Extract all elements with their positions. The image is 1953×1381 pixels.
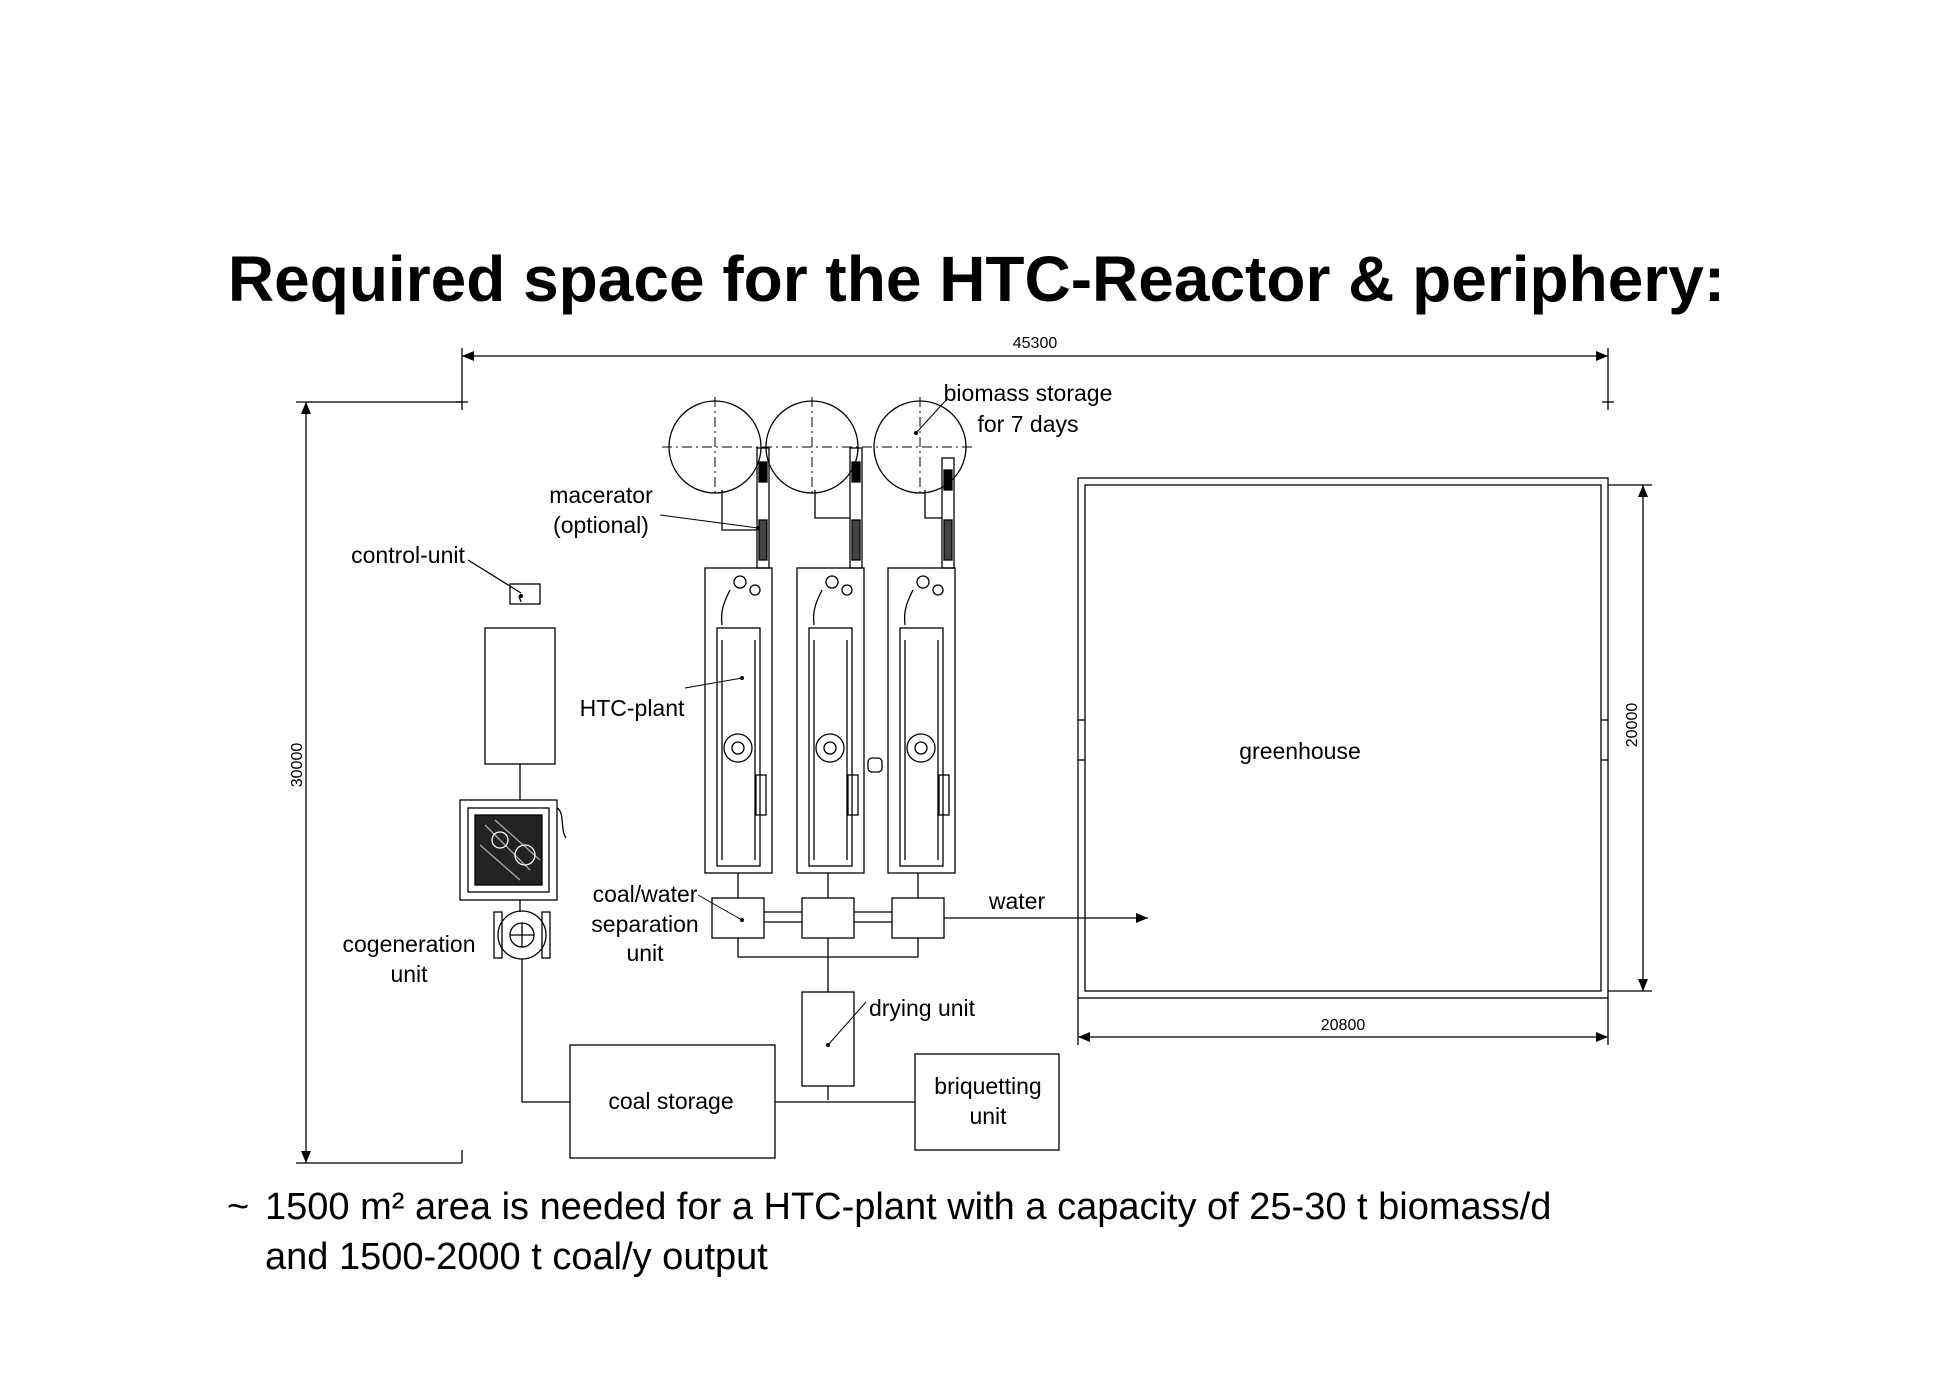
- macerator-label-line2: (optional): [553, 512, 649, 538]
- total-width-value: 45300: [1012, 335, 1058, 352]
- htc-plant-2: [797, 568, 864, 873]
- cogeneration-label: cogeneration: [342, 931, 476, 957]
- slide-title: Required space for the HTC-Reactor & periphery:: [227, 243, 1726, 315]
- coal-storage-label: coal storage: [608, 1088, 734, 1114]
- coal-water-separation-label-line2: separation: [591, 911, 699, 937]
- control-unit-label: control-unit: [351, 542, 465, 568]
- footnote-marker: ~: [227, 1186, 250, 1228]
- greenhouse-label: greenhouse: [1239, 738, 1361, 764]
- macerator-label: macerator: [549, 482, 653, 508]
- cogeneration-tank: [485, 628, 555, 764]
- htc-plant-1: [705, 568, 772, 873]
- htc-plant-3: [888, 568, 955, 873]
- total-height-value: 30000: [289, 742, 306, 788]
- macerators: [722, 448, 954, 568]
- htc-plants: [705, 568, 955, 873]
- drying-unit-box: [802, 992, 854, 1086]
- separation-unit-3: [892, 898, 944, 938]
- htc-plant-label: HTC-plant: [579, 695, 685, 721]
- drying-unit-label: drying unit: [868, 995, 976, 1021]
- briquetting-unit-box: [915, 1054, 1059, 1150]
- briquetting-unit-label-line2: unit: [969, 1103, 1007, 1129]
- separation-unit-2: [802, 898, 854, 938]
- coal-water-separation-label-line3: unit: [626, 940, 664, 966]
- control-unit: [468, 560, 540, 604]
- footnote-line-1: 1500 m² area is needed for a HTC-plant with a capacity of 25-30 t biomass/d: [265, 1186, 1552, 1228]
- biomass-storage-label: biomass storage: [943, 380, 1113, 406]
- briquetting-unit-label: briquetting: [934, 1073, 1042, 1099]
- footnote-line-2: and 1500-2000 t coal/y output: [265, 1236, 768, 1278]
- greenhouse-height-value: 20000: [1624, 702, 1641, 748]
- cogeneration-unit: [460, 628, 566, 974]
- coal-processing-units: [522, 974, 1059, 1158]
- water-label: water: [988, 888, 1046, 914]
- greenhouse-width-value: 20800: [1320, 1017, 1366, 1034]
- biomass-storage-label-line2: for 7 days: [977, 411, 1079, 437]
- total-height-dimension: [296, 402, 462, 1163]
- biomass-storage-tanks: [662, 397, 972, 497]
- coal-water-separation-label: coal/water: [592, 881, 698, 907]
- cogeneration-label-line2: unit: [390, 961, 428, 987]
